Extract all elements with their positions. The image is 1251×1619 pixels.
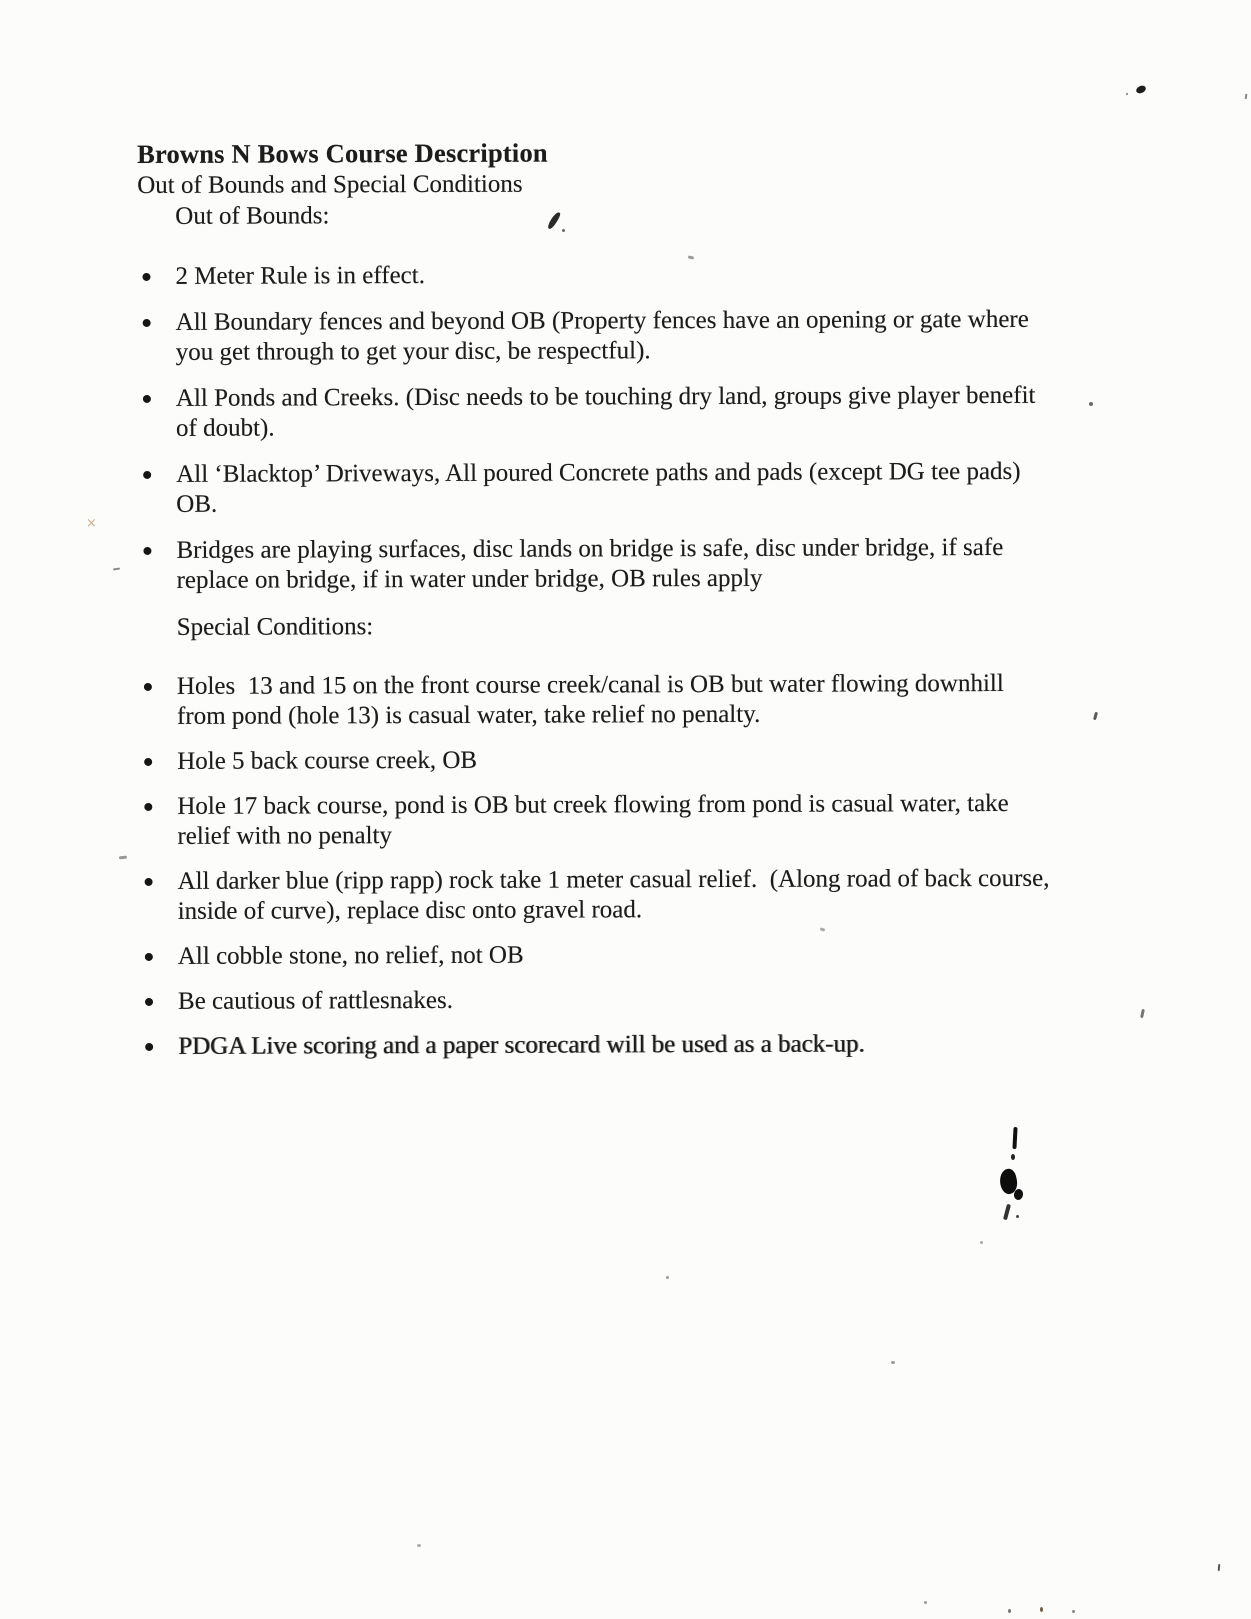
document-subtitle: Out of Bounds and Special Conditions [137, 170, 523, 199]
bullet-icon [144, 683, 152, 691]
ink-speck [980, 1241, 983, 1244]
ink-splotch [1011, 1154, 1015, 1160]
ink-splotch [1016, 1215, 1019, 1218]
list-item [139, 669, 1057, 732]
list-item [140, 939, 1058, 972]
list-item [140, 864, 1058, 927]
ink-speck [1040, 1607, 1043, 1612]
bullet-icon [145, 878, 153, 886]
section-heading-special-conditions: Special Conditions: [176, 613, 374, 641]
bullet-text: All ‘Blacktop’ Driveways, All poured Concrete paths and pads (except DG tee pads) OB. [176, 457, 1027, 518]
bullet-text: Hole 17 back course, pond is OB but creek flowing from pond is casual water, take relief with no penalty [177, 789, 1016, 850]
list-item [138, 305, 1056, 368]
ink-speck [666, 1276, 669, 1279]
pencil-x-mark: × [86, 516, 97, 531]
bullet-icon [145, 1043, 153, 1051]
bullet-text: Holes 13 and 15 on the front course creek/canal is OB but water flowing downhill from pond (hole 13) is casual water, take relief no penalty. [176, 669, 1011, 730]
section-heading-out-of-bounds: Out of Bounds: [175, 202, 330, 230]
ink-speck [113, 568, 120, 571]
ink-speck [562, 229, 565, 232]
bullet-icon [143, 319, 151, 327]
special-conditions-list [139, 669, 1058, 1062]
bullet-text: All darker blue (ripp rapp) rock take 1 meter casual relief. (Along road of back course, inside of curve), replace disc onto gravel road. [177, 864, 1056, 925]
ink-speck [1072, 1610, 1075, 1613]
list-item [138, 533, 1056, 596]
ink-speck [924, 1601, 927, 1604]
list-item [140, 1029, 1058, 1062]
bullet-text: Hole 5 back course creek, OB [177, 746, 478, 775]
out-of-bounds-list [137, 259, 1056, 596]
bullet-icon [144, 758, 152, 766]
ink-splotch [1013, 1188, 1024, 1200]
ink-speck [1126, 93, 1128, 95]
ink-splotch [1012, 1127, 1017, 1149]
ink-speck [891, 1361, 895, 1364]
ink-speck [1089, 402, 1093, 406]
bullet-text: All Boundary fences and beyond OB (Property fences have an opening or gate where you get through to get your disc, be respectful). [175, 305, 1036, 366]
document-title: Browns N Bows Course Description [137, 137, 548, 169]
ink-speck [1245, 94, 1248, 99]
document-content [137, 136, 1058, 1077]
ink-speck [1218, 1564, 1221, 1571]
bullet-text: Be cautious of rattlesnakes. [177, 986, 453, 1015]
list-item [137, 259, 1055, 292]
ink-speck [1093, 712, 1098, 721]
list-item [139, 744, 1057, 777]
bullet-icon [144, 803, 152, 811]
ink-speck [1140, 1009, 1145, 1018]
ink-speck [417, 1544, 421, 1547]
bullet-icon [142, 273, 150, 281]
list-item [140, 984, 1058, 1017]
ink-speck [1135, 84, 1147, 95]
bullet-text: Bridges are playing surfaces, disc lands on bridge is safe, disc under bridge, if safe replace on bridge, if in water under bridge, OB rules apply [176, 533, 1010, 594]
list-item [139, 789, 1057, 852]
list-item [138, 457, 1056, 520]
bullet-icon [143, 395, 151, 403]
bullet-text: All Ponds and Creeks. (Disc needs to be touching dry land, groups give player benefit of doubt). [175, 381, 1042, 442]
bullet-icon [145, 998, 153, 1006]
bullet-icon [145, 953, 153, 961]
bullet-text: 2 Meter Rule is in effect. [175, 261, 425, 290]
bullet-icon [143, 547, 151, 555]
ink-speck [119, 856, 127, 860]
bullet-text: All cobble stone, no relief, not OB [177, 941, 524, 970]
list-item [138, 381, 1056, 444]
ink-speck [1008, 1609, 1011, 1613]
bullet-icon [143, 471, 151, 479]
ink-splotch [1003, 1204, 1011, 1220]
bullet-text: PDGA Live scoring and a paper scorecard will be used as a back-up. [178, 1030, 865, 1060]
